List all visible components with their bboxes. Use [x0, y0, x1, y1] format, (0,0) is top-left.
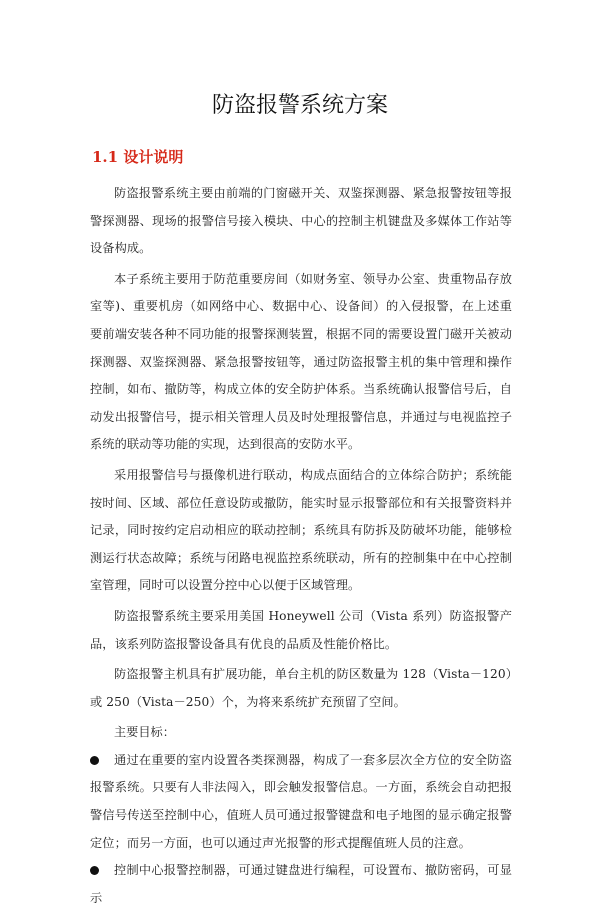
paragraph: 防盗报警系统主要由前端的门窗磁开关、双鉴探测器、紧急报警按钮等报警探测器、现场的报警信号接入模块、中心的控制主机键盘及多媒体工作站等设备构成。 [90, 186, 512, 256]
section-heading: 1.1 设计说明 [92, 148, 184, 166]
bullet-text: 通过在重要的室内设置各类探测器，构成了一套多层次全方位的安全防盗报警系统。只要有人非法闯入，即会触发报警信息。一方面，系统会自动把报警信号传送至控制中心，值班人员可通过报警键盘和电子地图的显示确定报警定位；而另一方面，也可以通过声光报警的形式提醒值班人员的注意。 [90, 752, 512, 850]
paragraph: 防盗报警主机具有扩展功能，单台主机的防区数量为 128（Vista－120）或 250（Vista－250）个，为将来系统扩充预留了空间。 [90, 667, 512, 709]
bullet-item [90, 747, 512, 857]
bullet-item [90, 857, 512, 912]
paragraph: 采用报警信号与摄像机进行联动，构成点面结合的立体综合防护；系统能按时间、区域、部位任意设防或撤防，能实时显示报警部位和有关报警资料并记录，同时按约定启动相应的联动控制；系统具有防拆及防破坏功能，能够检测运行状态故障；系统与闭路电视监控系统联动，所有的控制集中在中心控制室管理，同时可以设置分控中心以便于区域管理。 [90, 467, 512, 593]
bullet-text: 控制中心报警控制器，可通过键盘进行编程，可设置布、撤防密码，可显示 [90, 863, 512, 905]
document-title: 防盗报警系统方案 [211, 93, 388, 118]
goals-label: 主要目标： [114, 725, 175, 740]
bullet-dot-icon [90, 756, 99, 765]
bullet-dot-icon [90, 866, 99, 875]
paragraph: 本子系统主要用于防范重要房间（如财务室、领导办公室、贵重物品存放室等)、重要机房（如网络中心、数据中心、设备间）的入侵报警，在上述重要前端安装各种不同功能的报警探测装置，根据不同的需要设置门磁开关被动探测器、双鉴探测器、紧急报警按钮等，通过防盗报警主机的集中管理和操作控制，如布、撤防等，构成立体的安全防护体系。当系统确认报警信号后，自动发出报警信号，提示相关管理人员及时处理报警信息，并通过与电视监控子系统的联动等功能的实现，达到很高的安防水平。 [90, 271, 512, 452]
paragraph: 防盗报警系统主要采用美国 Honeywell 公司（Vista 系列）防盗报警产品，该系列防盗报警设备具有优良的品质及性能价格比。 [90, 608, 512, 651]
document-body [90, 180, 512, 912]
